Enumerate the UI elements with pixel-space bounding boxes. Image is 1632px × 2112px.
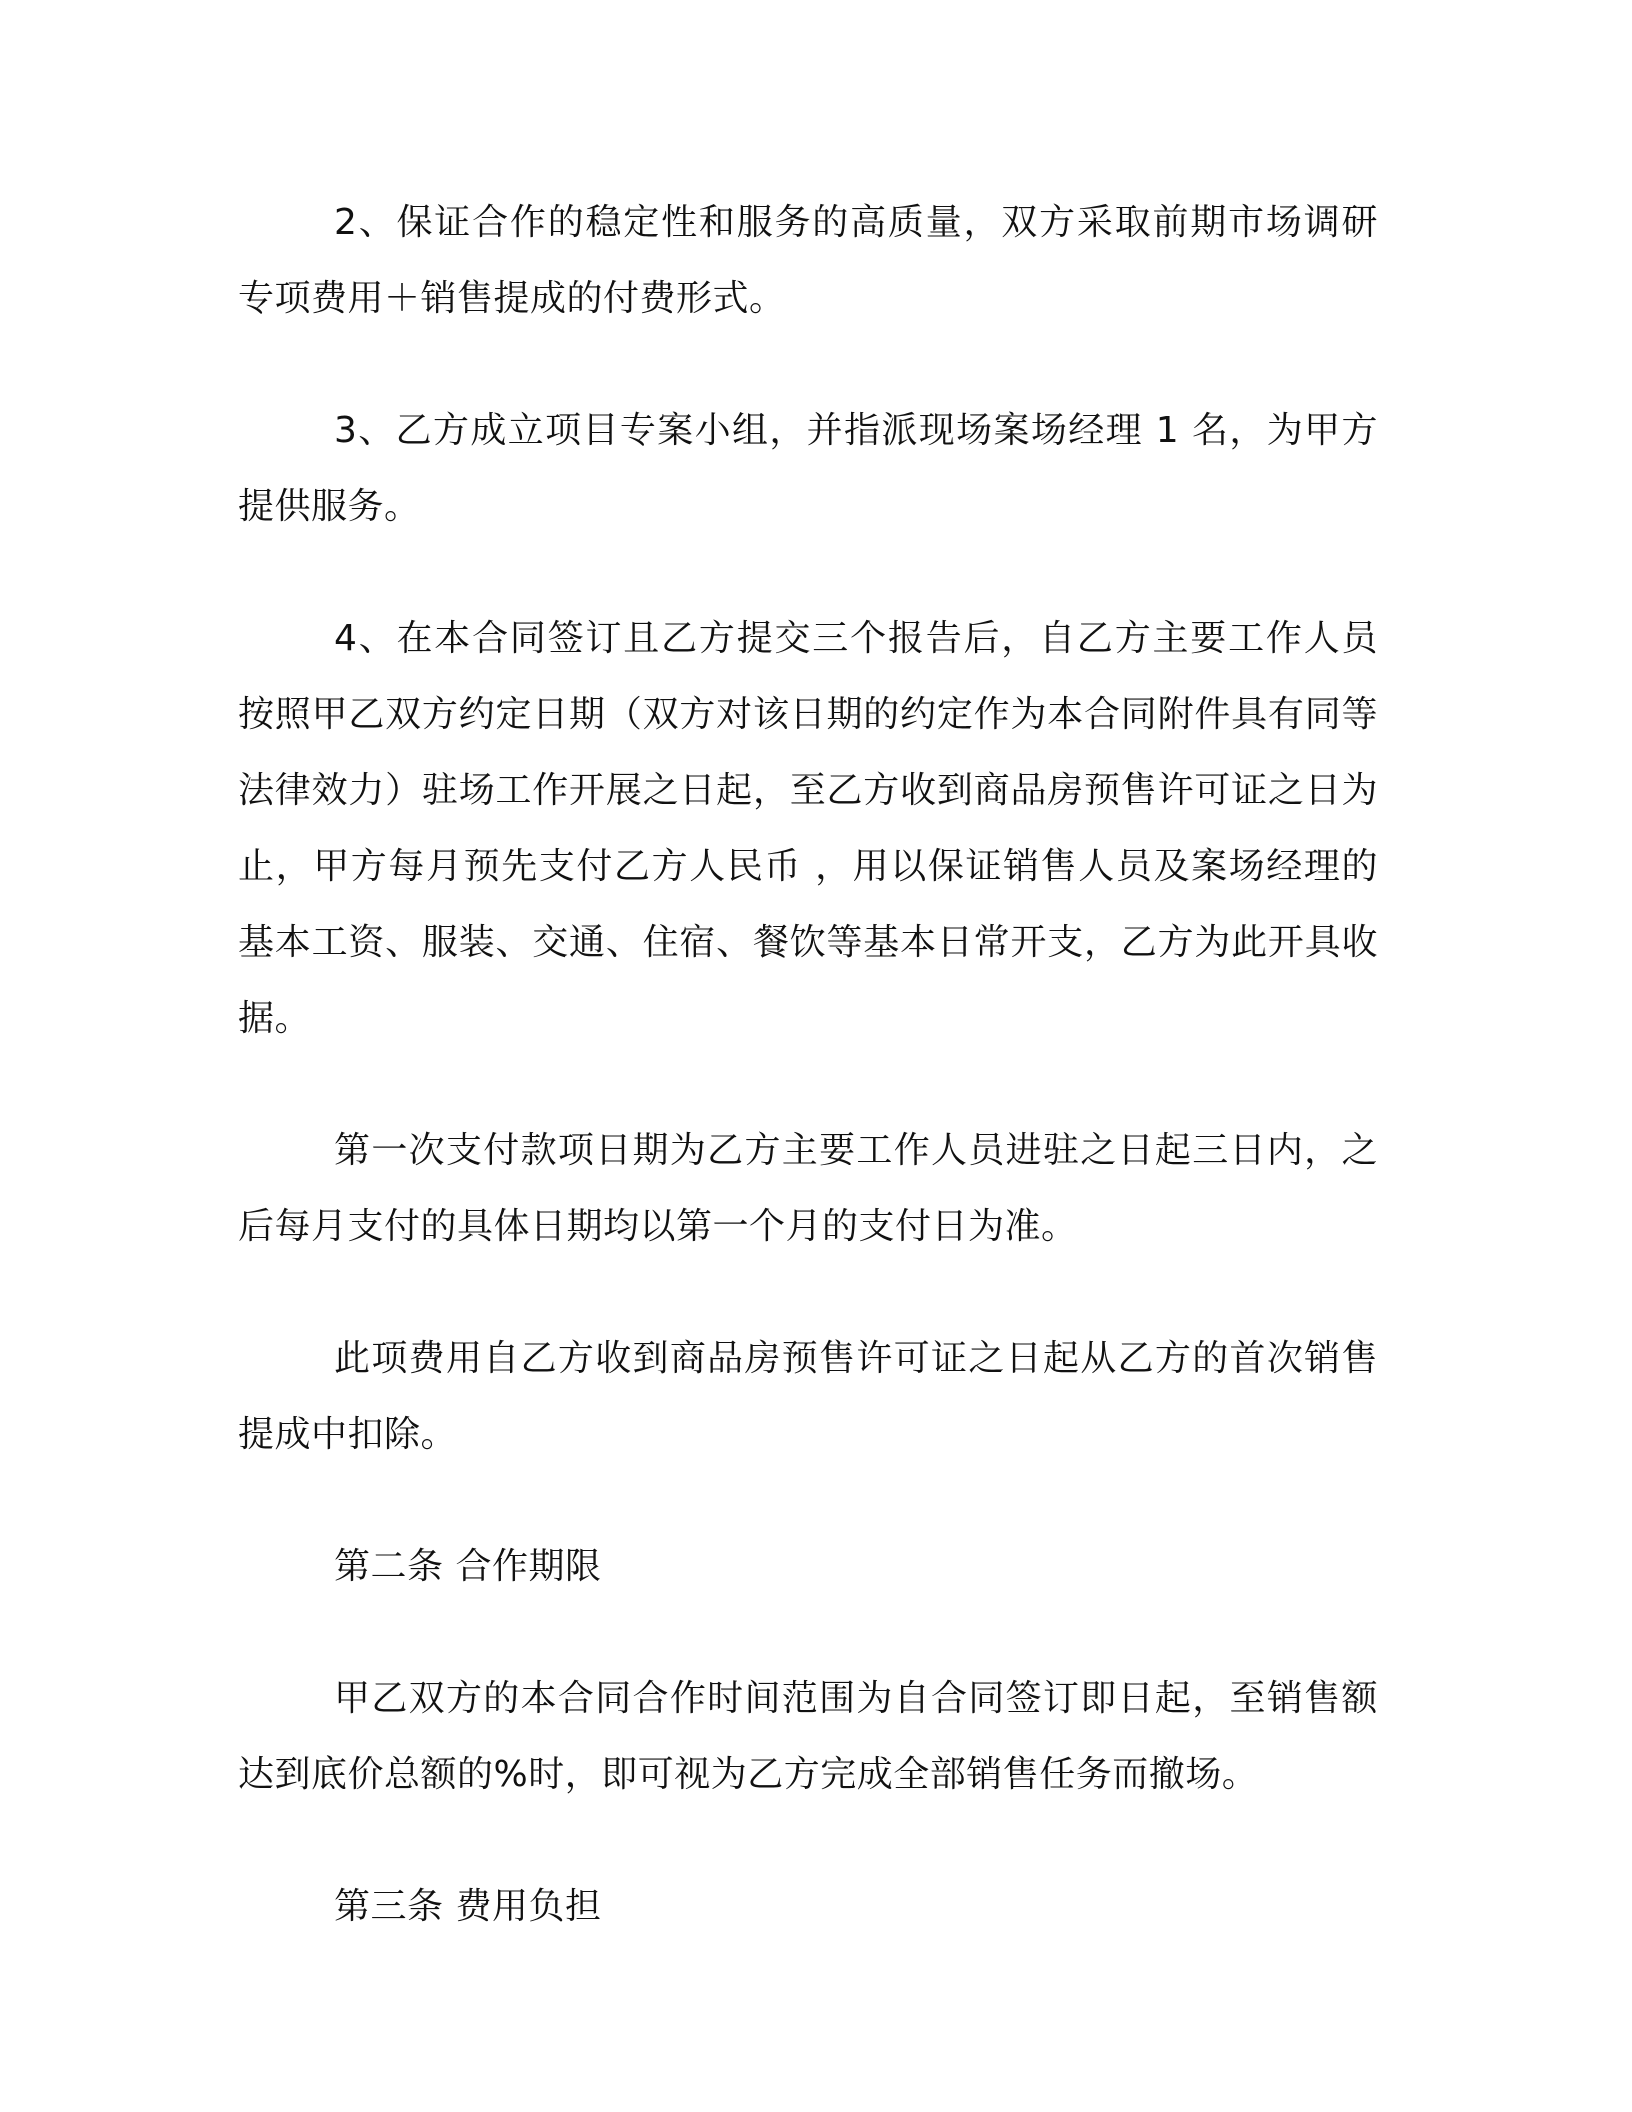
section-heading-article-3: 第三条 费用负担 (334, 1886, 602, 1927)
paragraph-item-2: 2、保证合作的稳定性和服务的高质量，双方采取前期市场调研专项费用＋销售提成的付费形式。 (238, 202, 1378, 319)
paragraph-fee-deduction: 此项费用自乙方收到商品房预售许可证之日起从乙方的首次销售提成中扣除。 (238, 1338, 1378, 1455)
paragraph-item-3: 3、乙方成立项目专案小组，并指派现场案场经理 1 名，为甲方提供服务。 (238, 410, 1378, 527)
section-heading-article-2: 第二条 合作期限 (334, 1546, 602, 1587)
paragraph-cooperation-term: 甲乙双方的本合同合作时间范围为自合同签订即日起，至销售额达到底价总额的%时，即可视为乙方完成全部销售任务而撤场。 (238, 1678, 1378, 1795)
paragraph-item-4: 4、在本合同签订且乙方提交三个报告后，自乙方主要工作人员按照甲乙双方约定日期（双方对该日期的约定作为本合同附件具有同等法律效力）驻场工作开展之日起，至乙方收到商品房预售许可证之日为止，甲方每月预先支付乙方人民币 ，用以保证销售人员及案场经理的基本工资、服装、交通、住宿、餐饮等基本日常开支，乙方为此开具收据。 (238, 618, 1378, 1039)
document-body (238, 185, 1378, 2001)
paragraph-first-payment: 第一次支付款项日期为乙方主要工作人员进驻之日起三日内，之后每月支付的具体日期均以第一个月的支付日为准。 (238, 1130, 1378, 1247)
